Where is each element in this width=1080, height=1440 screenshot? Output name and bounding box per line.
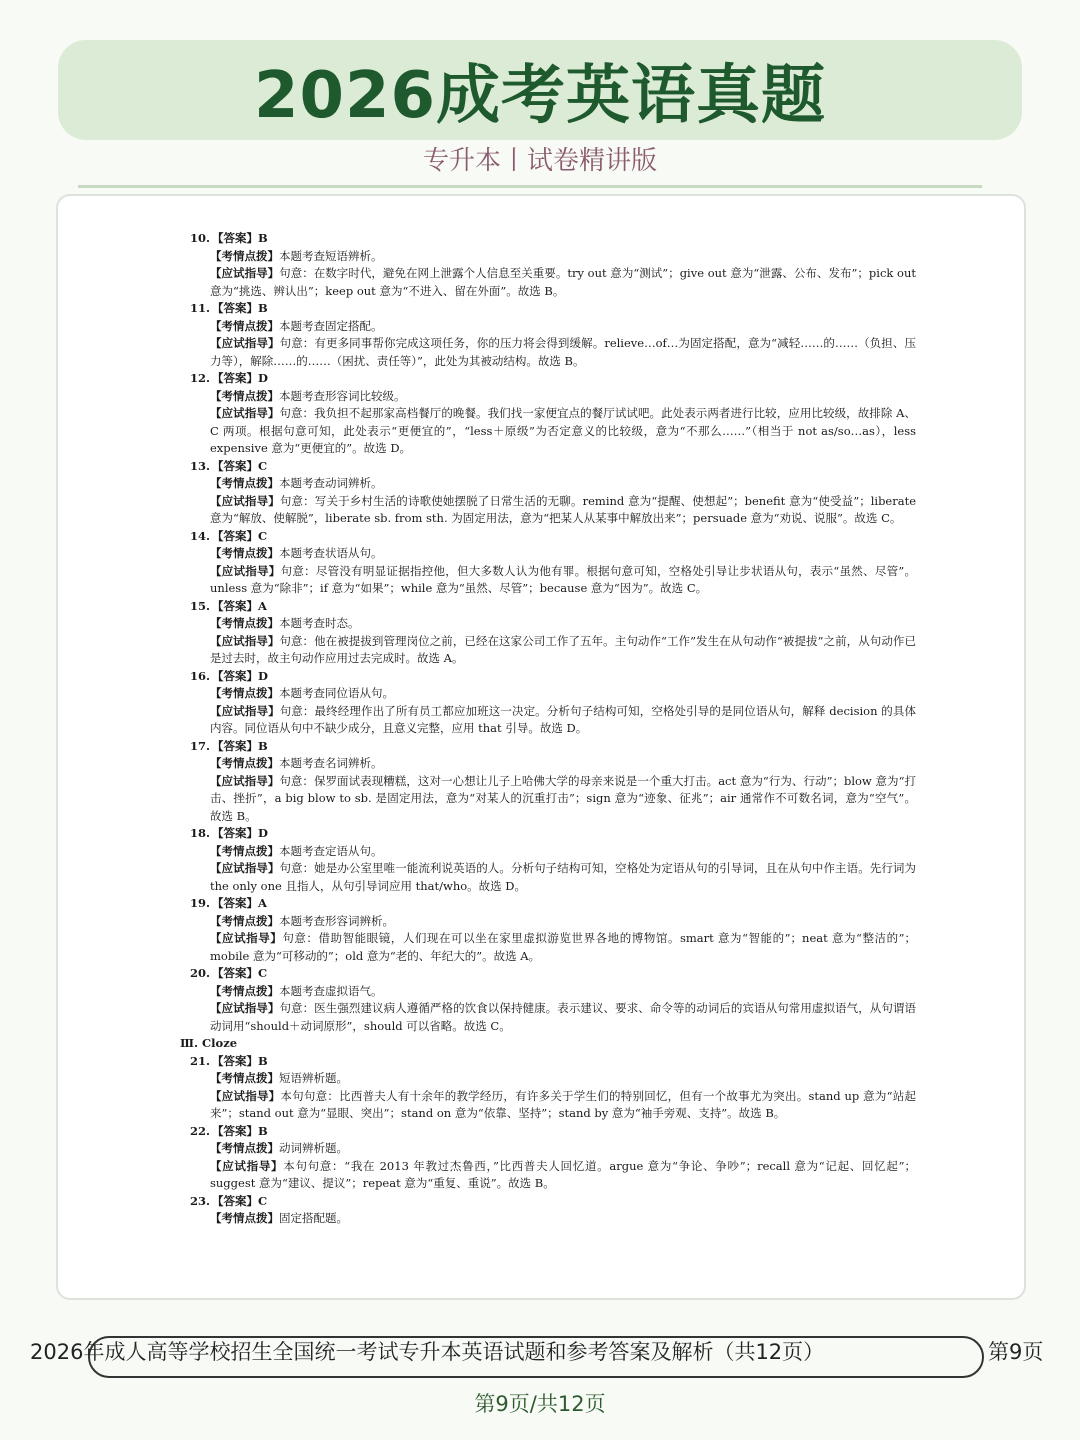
explanation-paragraph [210, 755, 916, 773]
section-tag: 【应试指导】 [210, 931, 283, 945]
explanation-text: 句意：保罗面试表现糟糕，这对一心想让儿子上哈佛大学的母亲来说是一个重大打击。act 意为“行为、行动”；blow 意为“打击、挫折”，a big blow to sb. 是固定用法，意为“对某人的沉重打击”；sign 意为“迹象、征兆”；air 通常作不可数名词，意为“空气”。故选 B。 [210, 773, 917, 823]
explanation-paragraph [210, 633, 916, 668]
question-explanation [178, 370, 916, 458]
answer-line [180, 1193, 916, 1211]
question-number: 10. [189, 231, 210, 245]
question-explanation [178, 598, 916, 668]
answer-key: 【答案】B [212, 301, 268, 315]
explanation-paragraph [210, 475, 916, 493]
explanation-paragraph [210, 615, 916, 633]
exam-paper-sheet [56, 194, 1026, 1300]
explanation-text: 句意：医生强烈建议病人遵循严格的饮食以保持健康。表示建议、要求、命令等的动词后的宾语从句常用虚拟语气，从句谓语动词用“should＋动词原形”，should 可以省略。故选 C。 [210, 1001, 916, 1033]
question-explanation [178, 1053, 916, 1123]
explanation-text: 动词辨析题。 [279, 1141, 348, 1155]
explanation-paragraph [210, 545, 916, 563]
explanation-paragraph [210, 913, 916, 931]
section-tag: 【考情点拨】 [210, 546, 279, 560]
section-tag: 【考情点拨】 [210, 1071, 279, 1085]
question-number: 22. [189, 1123, 210, 1138]
section-tag: 【考情点拨】 [210, 686, 279, 700]
question-explanation [178, 528, 916, 598]
explanation-text: 本句句意：比西普夫人有十余年的教学经历，有许多关于学生们的特别回忆，但有一个故事尤为突出。stand up 意为“站起来”；stand out 意为“显眼、突出”；stand on 意为“依靠、坚持”；stand by 意为“袖手旁观、支持”。故选 B。 [210, 1088, 917, 1120]
question-explanation [178, 300, 916, 370]
explanation-paragraph [210, 335, 916, 370]
explanation-paragraph [210, 843, 916, 861]
explanation-text: 本题考查定语从句。 [279, 843, 383, 858]
question-number: 19. [189, 896, 210, 910]
explanation-text: 本题考查同位语从句。 [279, 686, 394, 700]
section-tag: 【考情点拨】 [210, 1141, 279, 1155]
question-number: 14. [189, 528, 210, 543]
answer-key: 【答案】A [212, 598, 267, 613]
answer-key: 【答案】D [212, 668, 268, 683]
explanation-text: 本题考查状语从句。 [279, 546, 383, 560]
question-explanation [178, 458, 916, 528]
question-number: 12. [189, 371, 210, 385]
footer-caption: 2026年成人高等学校招生全国统一考试专升本英语试题和参考答案及解析（共12页） [30, 1340, 825, 1364]
explanation-paragraph [210, 1210, 916, 1228]
answer-line [180, 598, 916, 616]
question-explanation [178, 965, 916, 1035]
section-tag: 【应试指导】 [210, 1088, 281, 1103]
section-tag: 【应试指导】 [210, 406, 280, 420]
answer-line [180, 825, 916, 843]
explanation-paragraph [210, 1088, 916, 1123]
section-tag: 【考情点拨】 [210, 616, 279, 630]
explanation-paragraph [210, 318, 916, 336]
answer-line [180, 370, 916, 388]
explanation-text: 本题考查时态。 [279, 616, 360, 630]
answer-line [180, 1123, 916, 1141]
divider [78, 185, 982, 188]
explanation-paragraph [210, 388, 916, 406]
answer-key: 【答案】D [212, 826, 268, 840]
explanation-text: 本句句意：“我在 2013 年教过杰鲁西，”比西普夫人回忆道。argue 意为“争论、争吵”；recall 意为“记起、回忆起”；suggest 意为“建议、提议”；repeat 意为“重复、重说”。故选 B。 [210, 1158, 916, 1190]
section-tag: 【应试指导】 [210, 266, 280, 280]
explanation-paragraph [210, 703, 916, 738]
answer-key: 【答案】B [212, 1123, 268, 1138]
section-tag: 【考情点拨】 [210, 248, 279, 263]
explanation-paragraph [210, 563, 916, 598]
question-number: 16. [189, 668, 210, 683]
question-number: 23. [189, 1193, 210, 1208]
explanation-text: 本题考查短语辨析。 [279, 248, 383, 263]
section-tag: 【考情点拨】 [210, 318, 279, 333]
question-explanation [178, 895, 916, 965]
explanation-text: 本题考查形容词比较级。 [279, 388, 406, 403]
section-tag: 【考情点拨】 [210, 388, 279, 403]
section-tag: 【应试指导】 [210, 1001, 280, 1015]
explanation-paragraph [210, 248, 916, 266]
explanation-text: 句意：写关于乡村生活的诗歌使她摆脱了日常生活的无聊。remind 意为“提醒、使想起”；benefit 意为“使受益”；liberate 意为“解放、使解脱”，liberate sb. from sth. 为固定用法，意为“把某人从某事中解放出来”；persuade 意为“劝说、说服”。故选 C。 [210, 493, 917, 525]
answer-line [180, 300, 916, 318]
answer-key: 【答案】D [212, 371, 268, 385]
page-subtitle: 专升本丨试卷精讲版 [422, 146, 657, 176]
explanation-text: 句意：他在被提拔到管理岗位之前，已经在这家公司工作了五年。主句动作“工作”发生在从句动作“被提拔”之前，从句动作已是过去时，故主句动作应用过去完成时。故选 A。 [210, 633, 916, 665]
answer-line [180, 528, 916, 546]
answer-explanations [178, 230, 916, 1228]
explanation-text: 句意：有更多同事帮你完成这项任务，你的压力将会得到缓解。relieve…of…为固定搭配，意为“减轻……的……（负担、压力等），解除……的……（困扰、责任等）”，此处为其被动结构。故选 B。 [210, 336, 917, 368]
section-tag: 【应试指导】 [210, 861, 280, 875]
answer-key: 【答案】A [212, 896, 267, 910]
explanation-paragraph [210, 685, 916, 703]
question-number: 20. [189, 966, 210, 980]
answer-line [180, 965, 916, 983]
answer-line [180, 230, 916, 248]
explanation-text: 句意：尽管没有明显证据指控他，但大多数人认为他有罪。根据句意可知，空格处引导让步状语从句，表示“虽然、尽管”。unless 意为“除非”；if 意为“如果”；while 意为“虽然、尽管”；because 意为“因为”。故选 C。 [210, 563, 916, 595]
question-number: 17. [189, 738, 210, 753]
question-number: 18. [189, 826, 210, 840]
question-number: 13. [189, 458, 210, 473]
section-tag: 【考情点拨】 [210, 756, 279, 770]
section-tag: 【考情点拨】 [210, 983, 279, 998]
section-tag: 【考情点拨】 [210, 476, 279, 490]
question-explanation [178, 738, 916, 826]
answer-line [180, 738, 916, 756]
explanation-paragraph [210, 1140, 916, 1158]
question-number: 21. [189, 1053, 210, 1068]
question-explanation [178, 1193, 916, 1228]
answer-line [180, 458, 916, 476]
section-tag: 【应试指导】 [210, 336, 280, 350]
question-explanation [178, 668, 916, 738]
answer-key: 【答案】C [212, 1193, 268, 1208]
explanation-text: 句意：我负担不起那家高档餐厅的晚餐。我们找一家便宜点的餐厅试试吧。此处表示两者进行比较，应用比较级，故排除 A、C 两项。根据句意可知，此处表示“更便宜的”，“less＋原级”为否定意义的比较级，意为“不那么……”（相当于 not as/so…as），less expensive 意为“更便宜的”。故选 D。 [210, 406, 916, 455]
title-banner [58, 40, 1022, 140]
section-tag: 【应试指导】 [210, 493, 280, 508]
explanation-text: 本题考查虚拟语气。 [279, 983, 383, 998]
answer-key: 【答案】C [212, 458, 268, 473]
section-tag: 【考情点拨】 [210, 1211, 279, 1225]
explanation-paragraph [210, 930, 916, 965]
answer-key: 【答案】C [212, 528, 268, 543]
question-explanation [178, 825, 916, 895]
page-counter: 第9页/共12页 [474, 1392, 606, 1416]
explanation-text: 句意：她是办公室里唯一能流利说英语的人。分析句子结构可知，空格处为定语从句的引导词，且在从句中作主语。先行词为 the only one 且指人，从句引导词应用 that/who。故选 D。 [210, 861, 916, 893]
explanation-paragraph [210, 983, 916, 1001]
explanation-text: 本题考查名词辨析。 [279, 756, 383, 770]
explanation-paragraph [210, 773, 916, 826]
answer-key: 【答案】C [212, 966, 268, 980]
answer-key: 【答案】B [212, 1053, 268, 1068]
answer-line [180, 668, 916, 686]
section-tag: 【考情点拨】 [210, 913, 279, 928]
answer-key: 【答案】B [212, 738, 268, 753]
answer-key: 【答案】B [212, 231, 268, 245]
section-tag: 【应试指导】 [210, 633, 280, 648]
explanation-text: 固定搭配题。 [279, 1211, 348, 1225]
explanation-text: 本题考查动词辨析。 [279, 476, 383, 490]
answer-line [180, 1053, 916, 1071]
question-number: 11. [189, 301, 210, 315]
explanation-paragraph [210, 1000, 916, 1035]
page-title: 2026成考英语真题 [253, 59, 827, 133]
section-tag: 【应试指导】 [210, 773, 280, 788]
footer-page-label: 第9页 [988, 1340, 1044, 1364]
explanation-text: 句意：借助智能眼镜，人们现在可以坐在家里虚拟游览世界各地的博物馆。smart 意为“智能的”；neat 意为“整洁的”；mobile 意为“可移动的”；old 意为“老的、年纪大的”。故选 A。 [210, 931, 917, 963]
section-tag: 【应试指导】 [210, 703, 280, 718]
explanation-paragraph [210, 265, 916, 300]
explanation-paragraph [210, 405, 916, 458]
section-tag: 【应试指导】 [210, 563, 281, 578]
question-number: 15. [189, 598, 210, 613]
explanation-paragraph [210, 860, 916, 895]
answer-line [180, 895, 916, 913]
section-tag: 【应试指导】 [210, 1158, 284, 1173]
question-explanation [178, 230, 916, 300]
explanation-text: 短语辨析题。 [279, 1071, 348, 1085]
section-tag: 【考情点拨】 [210, 843, 279, 858]
explanation-text: 本题考查固定搭配。 [279, 318, 383, 333]
explanation-text: 本题考查形容词辨析。 [279, 913, 394, 928]
explanation-text: 句意：最终经理作出了所有员工都应加班这一决定。分析句子结构可知，空格处引导的是同位语从句，解释 decision 的具体内容。同位语从句中不缺少成分，且意义完整，应用 that 引导。故选 D。 [210, 703, 916, 735]
explanation-text: 句意：在数字时代，避免在网上泄露个人信息至关重要。try out 意为“测试”；give out 意为“泄露、公布、发布”；pick out 意为“挑选、辨认出”；keep out 意为“不进入、留在外面”。故选 B。 [210, 266, 916, 298]
explanation-paragraph [210, 1158, 916, 1193]
explanation-paragraph [210, 493, 916, 528]
explanation-paragraph [210, 1070, 916, 1088]
section-heading: Ⅲ. Cloze [180, 1036, 238, 1050]
question-explanation [178, 1123, 916, 1193]
